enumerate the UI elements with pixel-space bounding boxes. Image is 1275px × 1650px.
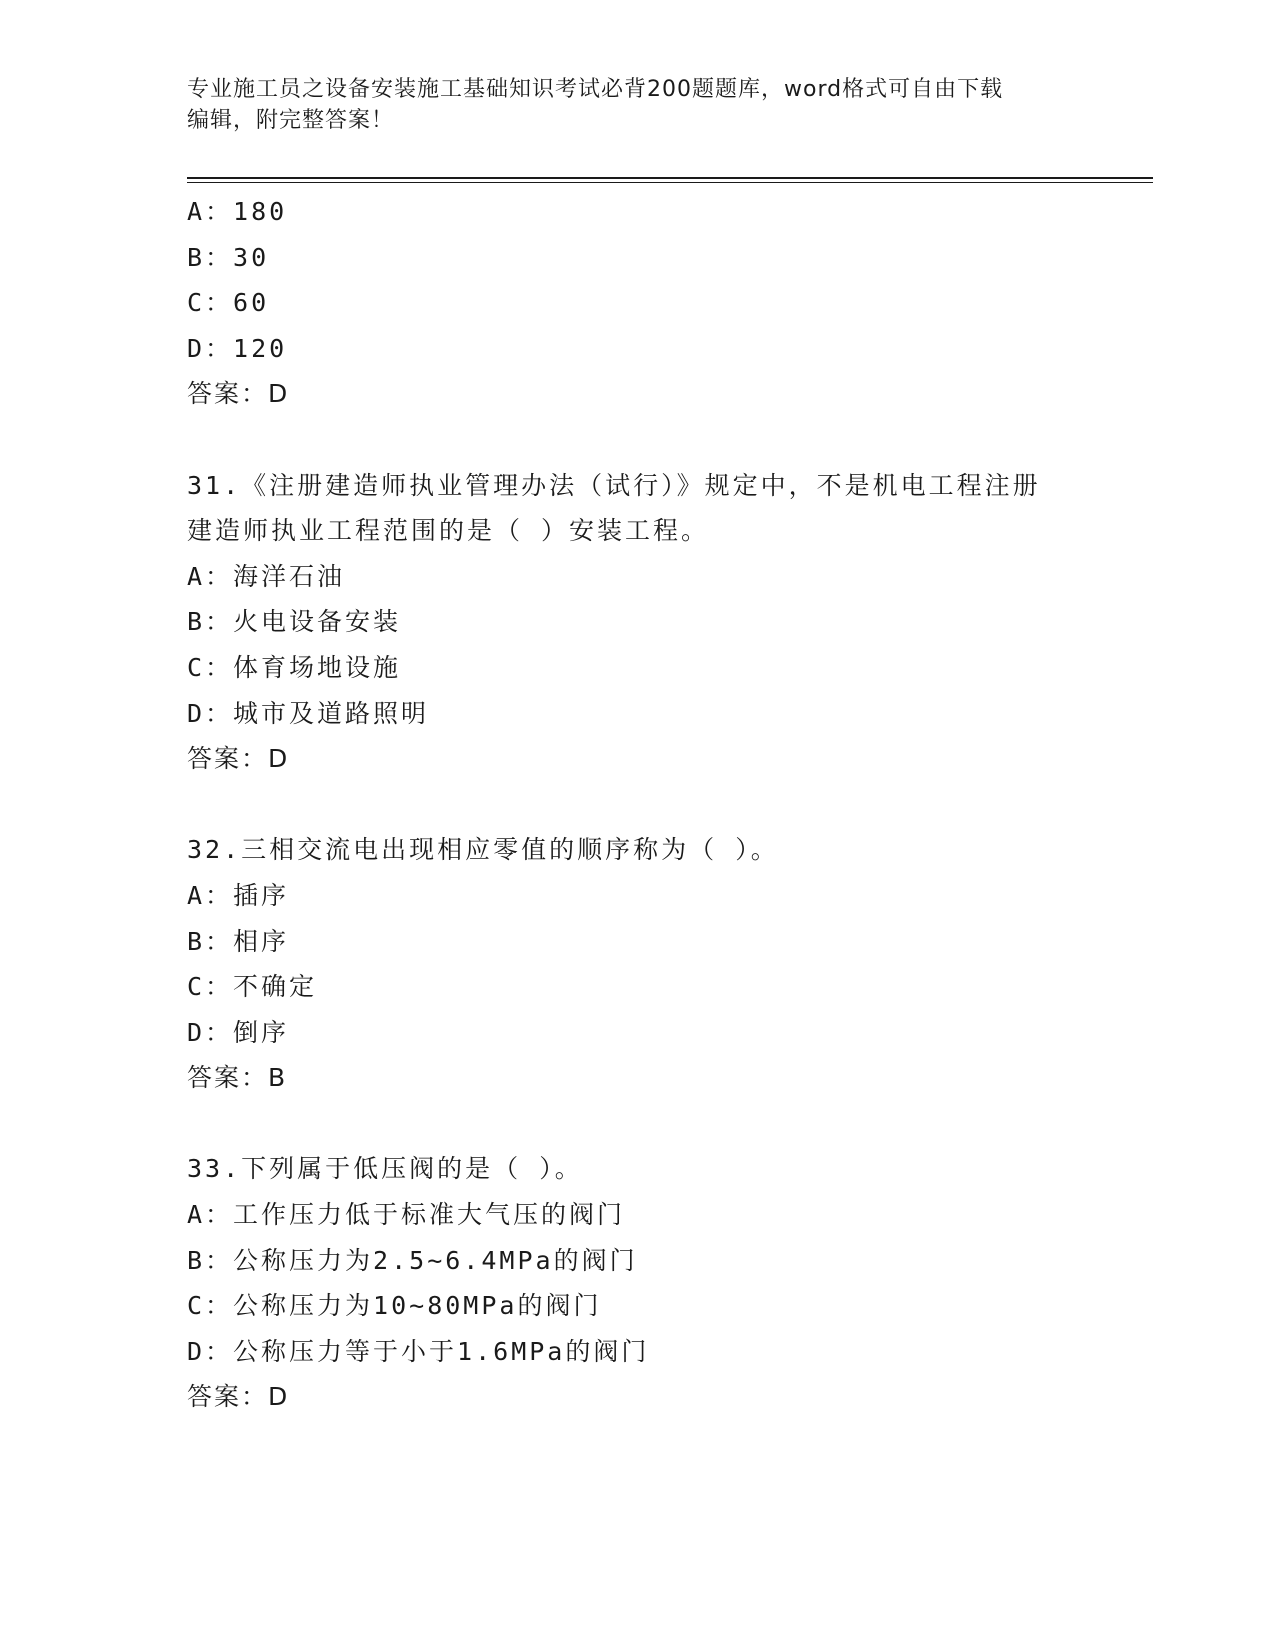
- option-b: B：公称压力为2.5~6.4MPa的阀门: [187, 1245, 638, 1275]
- option-a: A：180: [187, 197, 288, 226]
- option-a: A：插序: [187, 880, 290, 910]
- question-text-line-1: 32.三相交流电出现相应零值的顺序称为（ ）。: [187, 835, 779, 865]
- document-header: [187, 74, 1067, 136]
- header-line-1: 专业施工员之设备安装施工基础知识考试必背200题题库，word格式可自由下载: [187, 77, 1004, 102]
- option-a: A：海洋石油: [187, 561, 346, 591]
- option-c: C：公称压力为10~80MPa的阀门: [187, 1291, 602, 1321]
- option-d: D：倒序: [187, 1017, 290, 1047]
- option-c: C：60: [187, 288, 270, 318]
- option-b: B：相序: [187, 926, 290, 956]
- option-b: B：火电设备安装: [187, 607, 402, 637]
- header-divider-thin: [187, 182, 1153, 183]
- option-d: D：120: [187, 333, 288, 363]
- question-32-block: [187, 827, 1087, 1101]
- question-33-block: [187, 1146, 1087, 1420]
- spacer: [187, 417, 1087, 463]
- option-c: C：不确定: [187, 972, 318, 1002]
- answer-line: 答案：D: [187, 1382, 290, 1412]
- question-text-line-1: 31.《注册建造师执业管理办法（试行）》规定中，不是机电工程注册: [187, 470, 1041, 500]
- answer-line: 答案：D: [187, 379, 290, 409]
- option-a: A：工作压力低于标准大气压的阀门: [187, 1200, 626, 1230]
- header-divider-thick: [187, 177, 1153, 179]
- option-b: B：30: [187, 242, 270, 272]
- header-line-2: 编辑，附完整答案！: [187, 108, 395, 133]
- option-d: D：城市及道路照明: [187, 698, 430, 728]
- question-text-line-2: 建造师执业工程范围的是（ ）安装工程。: [187, 516, 710, 546]
- question-text-line-1: 33.下列属于低压阀的是（ ）。: [187, 1154, 583, 1184]
- spacer: [187, 1101, 1087, 1147]
- question-31-block: [187, 463, 1087, 782]
- question-list: [187, 189, 1087, 1420]
- question-30-block: [187, 189, 1087, 417]
- spacer: [187, 782, 1087, 828]
- answer-line: 答案：D: [187, 744, 290, 774]
- option-c: C：体育场地设施: [187, 652, 402, 682]
- option-d: D：公称压力等于小于1.6MPa的阀门: [187, 1336, 650, 1366]
- answer-line: 答案：B: [187, 1063, 288, 1093]
